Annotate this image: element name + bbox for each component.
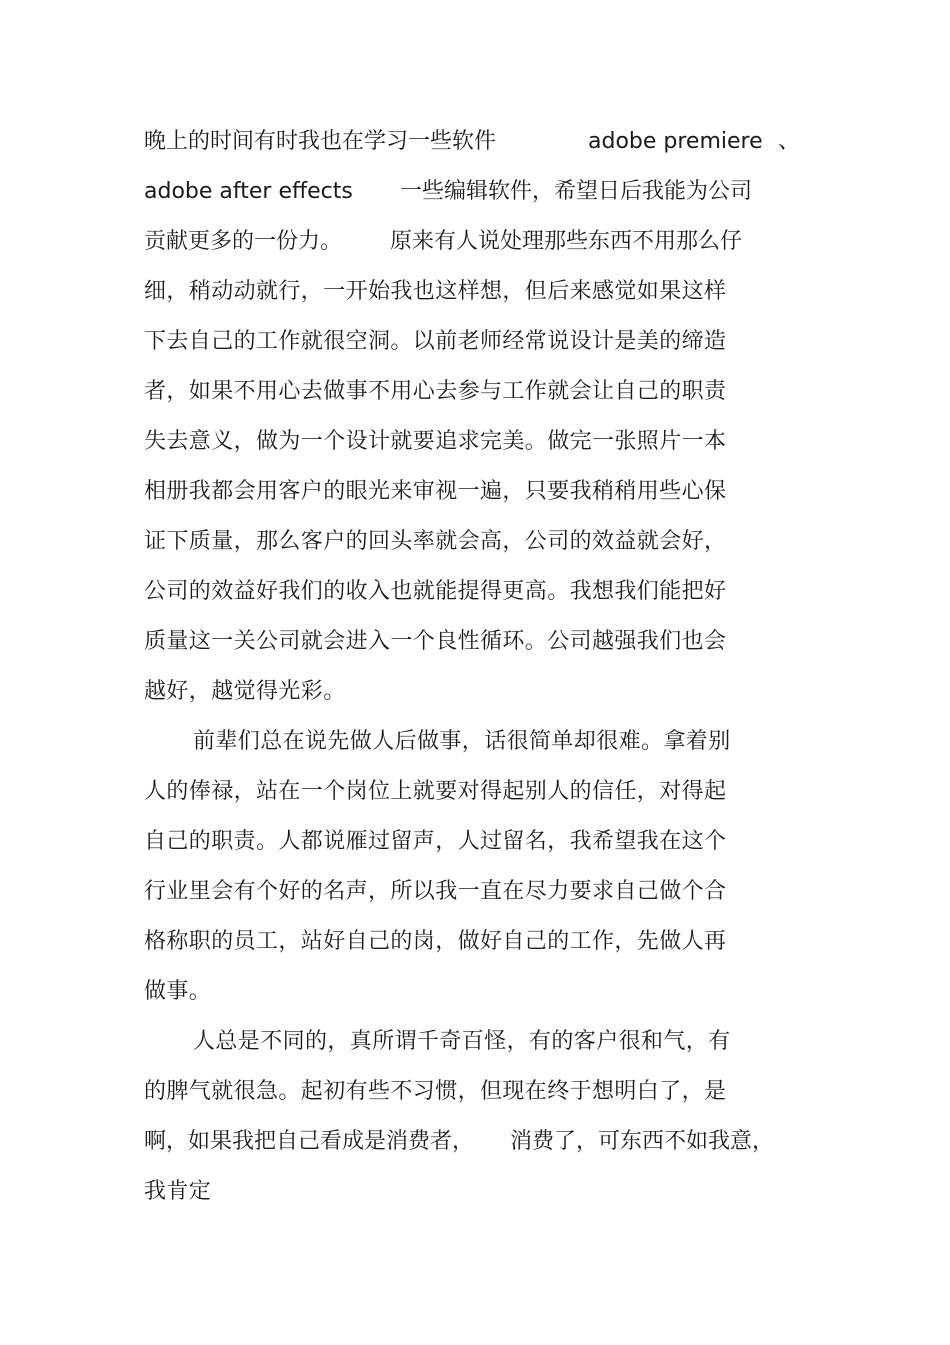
text-line: adobe premiere xyxy=(588,129,763,154)
text-line: 下去自己的工作就很空洞。以前老师经常说设计是美的缔造 xyxy=(144,329,727,354)
text-line: 者，如果不用心去做事不用心去参与工作就会让自己的职责 xyxy=(144,379,727,404)
text-line: 人的俸禄，站在一个岗位上就要对得起别人的信任，对得起 xyxy=(144,779,727,804)
text-line: adobe after effects xyxy=(144,179,353,204)
text-line: 证下质量，那么客户的回头率就会高，公司的效益就会好， xyxy=(144,529,727,554)
text-line: 、 xyxy=(778,129,801,154)
text-line: 消费了，可东西不如我意， xyxy=(510,1129,775,1154)
text-line: 原来有人说处理那些东西不用那么仔 xyxy=(390,229,743,254)
paragraph-first-line: 人总是不同的，真所谓千奇百怪，有的客户很和气，有 xyxy=(193,1029,731,1054)
text-line: 行业里会有个好的名声，所以我一直在尽力要求自己做个合 xyxy=(144,879,727,904)
text-line: 质量这一关公司就会进入一个良性循环。公司越强我们也会 xyxy=(144,629,727,654)
text-line: 贡献更多的一份力。 xyxy=(144,229,343,254)
text-line: 失去意义，做为一个设计就要追求完美。做完一张照片一本 xyxy=(144,429,727,454)
text-line: 一些编辑软件，希望日后我能为公司 xyxy=(400,179,753,204)
text-line: 公司的效益好我们的收入也就能提得更高。我想我们能把好 xyxy=(144,579,727,604)
text-line: 越好，越觉得光彩。 xyxy=(144,679,346,704)
text-line: 的脾气就很急。起初有些不习惯，但现在终于想明白了，是 xyxy=(144,1079,727,1104)
text-line: 我肯定 xyxy=(144,1179,212,1204)
text-line: 晚上的时间有时我也在学习一些软件 xyxy=(144,129,497,154)
text-line: 做事。 xyxy=(144,979,212,1004)
paragraph-first-line: 前辈们总在说先做人后做事，话很简单却很难。拿着别 xyxy=(193,729,731,754)
text-line: 细，稍动动就行，一开始我也这样想，但后来感觉如果这样 xyxy=(144,279,727,304)
text-line: 格称职的员工，站好自己的岗，做好自己的工作，先做人再 xyxy=(144,929,727,954)
text-line: 啊，如果我把自己看成是消费者， xyxy=(144,1129,475,1154)
text-line: 相册我都会用客户的眼光来审视一遍，只要我稍稍用些心保 xyxy=(144,479,727,504)
text-line: 自己的职责。人都说雁过留声，人过留名，我希望我在这个 xyxy=(144,829,727,854)
